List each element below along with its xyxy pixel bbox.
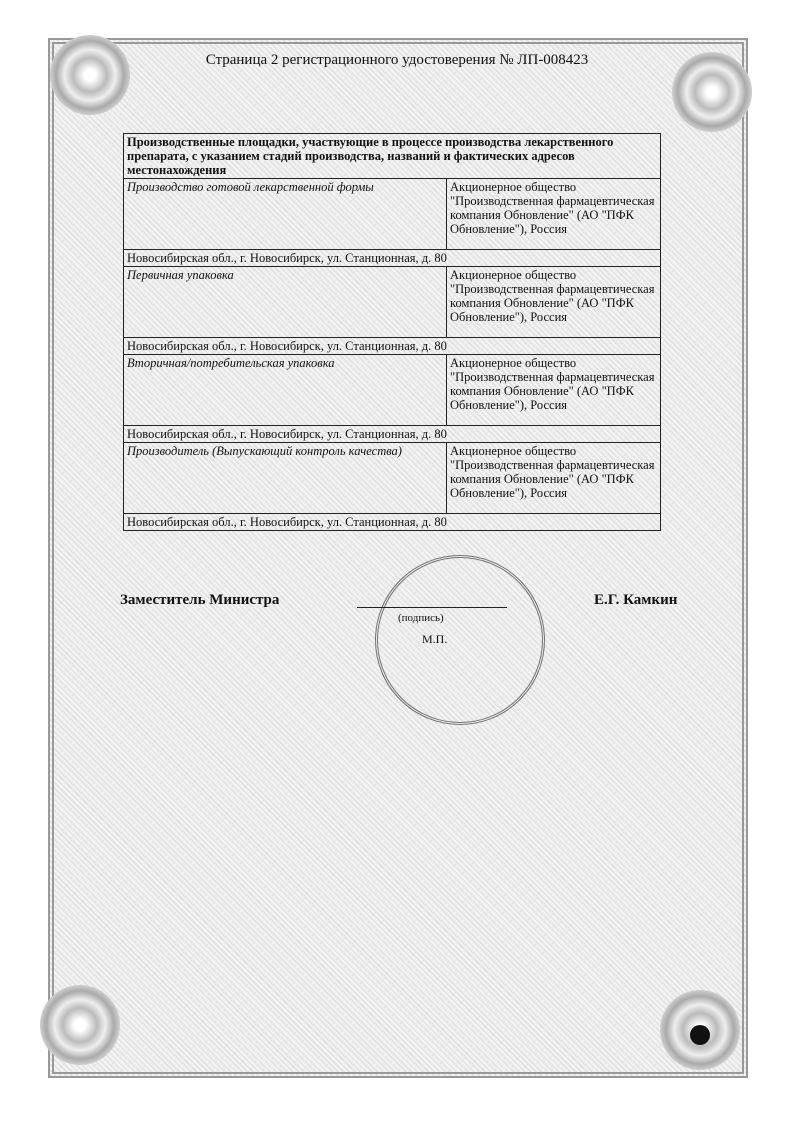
official-seal — [375, 555, 545, 725]
signatory-position: Заместитель Министра — [120, 592, 280, 608]
page-title: Страница 2 регистрационного удостоверения № ЛП-008423 — [205, 52, 589, 68]
signature-line — [357, 607, 507, 608]
stage-cell: Производство готовой лекарственной формы — [124, 179, 447, 250]
corner-rosette — [50, 35, 130, 115]
stage-cell: Первичная упаковка — [124, 267, 447, 338]
address-cell: Новосибирская обл., г. Новосибирск, ул. Станционная, д. 80 — [124, 250, 661, 267]
hole-punch-mark — [690, 1025, 710, 1045]
seal-caption: М.П. — [422, 632, 448, 646]
org-cell: Акционерное общество "Производственная фармацевтическая компания Обновление" (АО "ПФК Обновление"), Россия — [447, 443, 661, 514]
address-cell: Новосибирская обл., г. Новосибирск, ул. Станционная, д. 80 — [124, 514, 661, 531]
table-header: Производственные площадки, участвующие в процессе производства лекарственного препарата, с указанием стадий производства, названий и фактических адресов местонахождения — [124, 134, 661, 179]
signature-caption: (подпись) — [398, 612, 444, 624]
org-cell: Акционерное общество "Производственная фармацевтическая компания Обновление" (АО "ПФК Обновление"), Россия — [447, 267, 661, 338]
stage-cell: Вторичная/потребительская упаковка — [124, 355, 447, 426]
signatory-name: Е.Г. Камкин — [594, 592, 678, 608]
stage-cell: Производитель (Выпускающий контроль качества) — [124, 443, 447, 514]
org-cell: Акционерное общество "Производственная фармацевтическая компания Обновление" (АО "ПФК Обновление"), Россия — [447, 355, 661, 426]
corner-rosette — [40, 985, 120, 1065]
production-sites-table — [123, 133, 661, 531]
address-cell: Новосибирская обл., г. Новосибирск, ул. Станционная, д. 80 — [124, 338, 661, 355]
org-cell: Акционерное общество "Производственная фармацевтическая компания Обновление" (АО "ПФК Обновление"), Россия — [447, 179, 661, 250]
address-cell: Новосибирская обл., г. Новосибирск, ул. Станционная, д. 80 — [124, 426, 661, 443]
